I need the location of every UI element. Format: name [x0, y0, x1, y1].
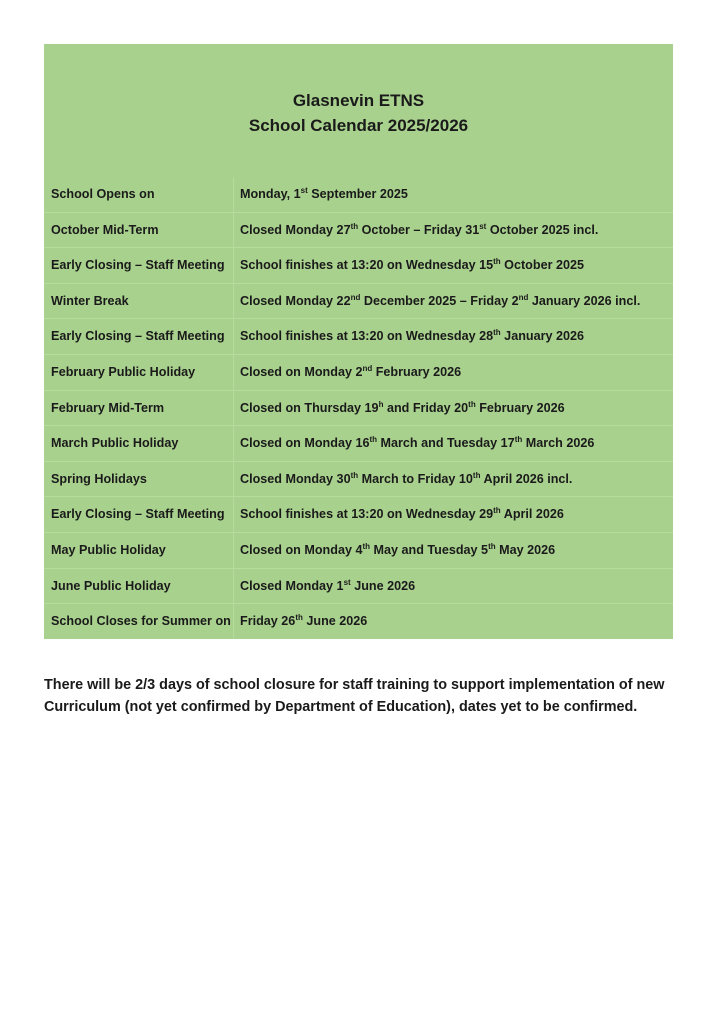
ordinal-suffix: th — [493, 506, 501, 516]
event-detail — [240, 177, 408, 213]
ordinal-suffix: th — [362, 541, 371, 551]
ordinal-suffix: th — [369, 435, 378, 445]
event-name: June Public Holiday — [51, 578, 171, 593]
calendar-row — [44, 391, 673, 427]
detail-text: Closed on Thursday 19 — [240, 400, 379, 415]
calendar-rows — [44, 177, 673, 640]
detail-text: Friday 26 — [240, 614, 296, 629]
detail-text: Monday, 1 — [240, 187, 301, 201]
event-name: February Public Holiday — [51, 364, 196, 379]
calendar-row — [44, 319, 673, 355]
detail-text: School finishes at 13:20 on Wednesday 28 — [240, 329, 494, 344]
ordinal-suffix: th — [295, 613, 303, 623]
detail-text: June 2026 — [350, 578, 416, 593]
ordinal-suffix: th — [493, 328, 501, 338]
detail-text: March 2026 — [522, 436, 595, 451]
detail-text: January 2026 — [500, 329, 585, 344]
detail-text: May and Tuesday 5 — [370, 542, 489, 557]
calendar-row — [44, 177, 673, 213]
event-name: Early Closing – Staff Meeting — [51, 507, 225, 522]
detail-text: and Friday 20 — [383, 400, 469, 415]
calendar-row — [44, 213, 673, 249]
ordinal-suffix: h — [378, 399, 384, 409]
detail-text: October – Friday 31 — [358, 222, 480, 237]
event-detail — [240, 604, 367, 640]
event-detail — [240, 462, 572, 498]
event-name: Spring Holidays — [51, 471, 147, 486]
event-name: Winter Break — [51, 293, 129, 308]
ordinal-suffix: nd — [518, 292, 529, 302]
event-detail — [240, 391, 565, 427]
ordinal-suffix: th — [514, 435, 523, 445]
detail-text: December 2025 – Friday 2 — [360, 293, 519, 308]
ordinal-suffix: th — [350, 221, 359, 231]
calendar-row — [44, 462, 673, 498]
ordinal-suffix: th — [350, 470, 359, 480]
event-name: March Public Holiday — [51, 436, 179, 451]
event-name: Early Closing – Staff Meeting — [51, 258, 225, 273]
event-detail — [240, 426, 594, 462]
detail-text: October 2025 incl. — [486, 222, 599, 237]
calendar-year-title: School Calendar 2025/2026 — [248, 116, 469, 135]
calendar-row — [44, 533, 673, 569]
event-detail — [240, 497, 564, 533]
ordinal-suffix: th — [472, 470, 481, 480]
detail-text: Closed on Monday 2 — [240, 364, 363, 379]
event-detail — [240, 355, 461, 391]
event-name: May Public Holiday — [51, 542, 166, 557]
detail-text: June 2026 — [302, 614, 368, 629]
event-name: February Mid-Term — [51, 400, 165, 415]
school-name: Glasnevin ETNS — [292, 91, 425, 110]
calendar-row — [44, 604, 673, 640]
ordinal-suffix: th — [468, 399, 476, 409]
detail-text: February 2026 — [475, 400, 565, 415]
closure-note: There will be 2/3 days of school closure for staff training to support implementation of new Curriculum (not yet confirmed by Department of Education), dates yet to be confirmed. — [44, 677, 665, 715]
ordinal-suffix: st — [300, 186, 308, 195]
detail-text: Closed on Monday 16 — [240, 436, 370, 451]
detail-text: Closed Monday 22 — [240, 293, 351, 308]
detail-text: October 2025 — [500, 258, 584, 273]
detail-text: April 2026 — [500, 507, 564, 522]
ordinal-suffix: th — [488, 541, 496, 551]
calendar-row — [44, 355, 673, 391]
detail-text: March to Friday 10 — [358, 471, 473, 486]
event-name: Early Closing – Staff Meeting — [51, 329, 225, 344]
calendar-row — [44, 497, 673, 533]
detail-text: School finishes at 13:20 on Wednesday 15 — [240, 258, 494, 273]
detail-text: School finishes at 13:20 on Wednesday 29 — [240, 507, 494, 522]
ordinal-suffix: st — [479, 221, 487, 231]
ordinal-suffix: th — [493, 257, 501, 267]
calendar-row — [44, 284, 673, 320]
event-name: School Opens on — [51, 187, 155, 201]
ordinal-suffix: st — [343, 577, 351, 587]
detail-text: February 2026 — [372, 364, 462, 379]
event-name: School Closes for Summer on — [51, 614, 231, 629]
event-detail — [240, 213, 598, 249]
event-detail — [240, 284, 640, 320]
detail-text: September 2025 — [307, 187, 408, 201]
detail-text: March and Tuesday 17 — [377, 436, 515, 451]
detail-text: Closed Monday 1 — [240, 578, 344, 593]
detail-text: January 2026 incl. — [528, 293, 641, 308]
event-detail — [240, 248, 584, 284]
calendar-table — [44, 44, 673, 639]
detail-text: Closed on Monday 4 — [240, 542, 363, 557]
detail-text: April 2026 incl. — [480, 471, 573, 486]
ordinal-suffix: nd — [362, 363, 373, 373]
event-detail — [240, 319, 584, 355]
detail-text: May 2026 — [495, 542, 556, 557]
event-detail — [240, 533, 555, 569]
calendar-row — [44, 248, 673, 284]
event-name: October Mid-Term — [51, 222, 159, 237]
detail-text: Closed Monday 27 — [240, 222, 351, 237]
detail-text: Closed Monday 30 — [240, 471, 351, 486]
calendar-row — [44, 426, 673, 462]
calendar-title — [44, 88, 673, 138]
event-detail — [240, 569, 415, 605]
calendar-row — [44, 569, 673, 605]
ordinal-suffix: nd — [350, 292, 361, 302]
